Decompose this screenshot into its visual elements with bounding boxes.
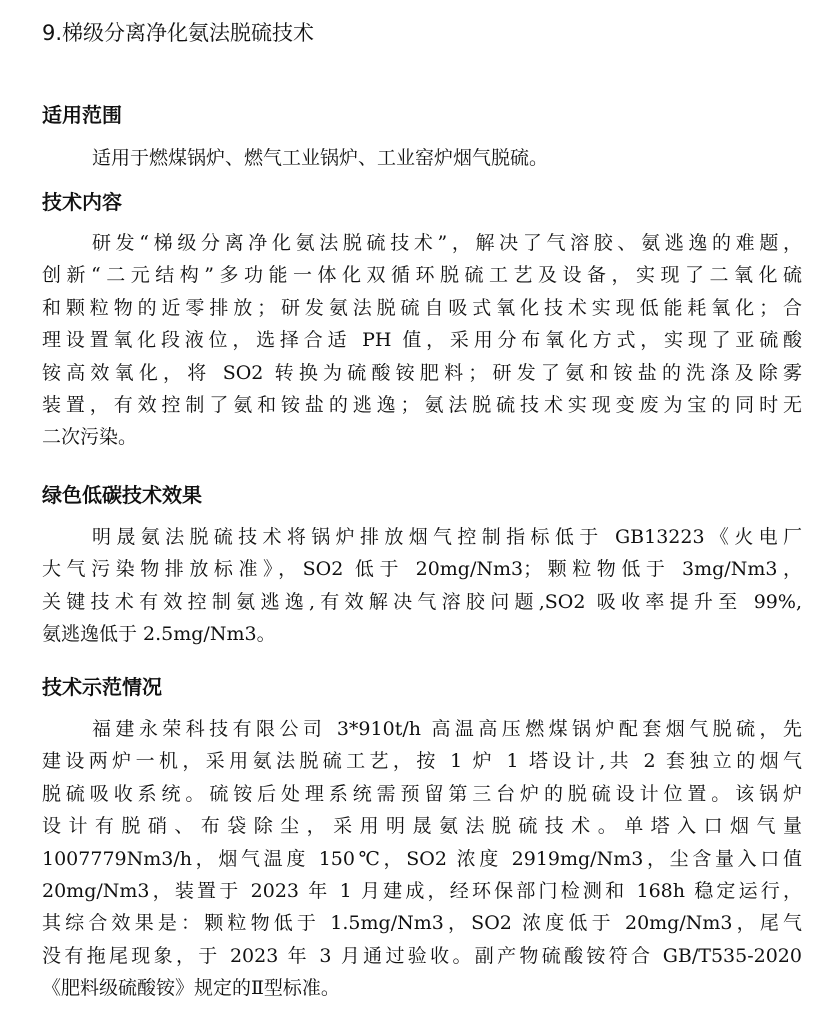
- text-line: 1007779Nm3/h，烟气温度 150℃，SO2 浓度 2919mg/Nm3，尘含量入口值: [42, 847, 802, 870]
- text-line: 二次污染。: [42, 426, 138, 449]
- text-line: 没有拖尾现象，于 2023 年 3 月通过验收。副产物硫酸铵符合 GB/T535-2020: [42, 944, 802, 967]
- text-line: 其综合效果是：颗粒物低于 1.5mg/Nm3，SO2 浓度低于 20mg/Nm3，尾气: [42, 912, 802, 935]
- text-line: 和颗粒物的近零排放；研发氨法脱硫自吸式氧化技术实现低能耗氧化；合: [42, 296, 802, 319]
- text-line: 大气污染物排放标准》，SO2 低于 20mg/Nm3；颗粒物低于 3mg/Nm3，: [42, 558, 802, 581]
- section-heading-demonstration: 技术示范情况: [42, 675, 162, 699]
- text-line: 装置，有效控制了氨和铵盐的逃逸；氨法脱硫技术实现变废为宝的同时无: [42, 393, 802, 416]
- section-body-green-effect: [42, 521, 802, 651]
- text-line: 20mg/Nm3，装置于 2023 年 1 月建成，经环保部门检测和 168h 稳定运行，: [42, 879, 802, 902]
- text-line: 脱硫吸收系统。硫铵后处理系统需预留第三台炉的脱硫设计位置。该锅炉: [42, 782, 802, 805]
- section-heading-scope: 适用范围: [42, 103, 122, 127]
- document-title: 9.梯级分离净化氨法脱硫技术: [42, 21, 315, 45]
- section-heading-green-effect: 绿色低碳技术效果: [42, 483, 202, 507]
- section-body-content: [42, 227, 802, 454]
- text-line: 福建永荣科技有限公司 3*910t/h 高温高压燃煤锅炉配套烟气脱硫，先: [92, 718, 802, 740]
- text-line: 适用于燃煤锅炉、燃气工业锅炉、工业窑炉烟气脱硫。: [92, 147, 549, 169]
- text-line: 理设置氧化段液位，选择合适 PH 值，采用分布氧化方式，实现了亚硫酸: [42, 329, 802, 352]
- text-line: 创新“二元结构”多功能一体化双循环脱硫工艺及设备，实现了二氧化硫: [42, 264, 802, 287]
- text-line: 关键技术有效控制氨逃逸,有效解决气溶胶问题,SO2 吸收率提升至 99%,: [42, 590, 802, 613]
- text-line: 铵高效氧化，将 SO2 转换为硫酸铵肥料；研发了氨和铵盐的洗涤及除雾: [42, 361, 802, 384]
- section-body-demonstration: [42, 713, 802, 1005]
- text-line: 设计有脱硝、布袋除尘，采用明晟氨法脱硫技术。单塔入口烟气量: [42, 815, 802, 838]
- section-heading-content: 技术内容: [42, 190, 122, 214]
- text-line: 建设两炉一机，采用氨法脱硫工艺，按 1 炉 1 塔设计,共 2 套独立的烟气: [42, 750, 802, 773]
- text-line: 明晟氨法脱硫技术将锅炉排放烟气控制指标低于 GB13223《火电厂: [92, 526, 802, 548]
- text-line: 研发“梯级分离净化氨法脱硫技术”，解决了气溶胶、氨逃逸的难题，: [92, 232, 802, 254]
- text-line: 氨逃逸低于 2.5mg/Nm3。: [42, 623, 276, 646]
- section-body-scope: [42, 142, 802, 174]
- text-line: 《肥料级硫酸铵》规定的Ⅱ型标准。: [42, 977, 340, 1000]
